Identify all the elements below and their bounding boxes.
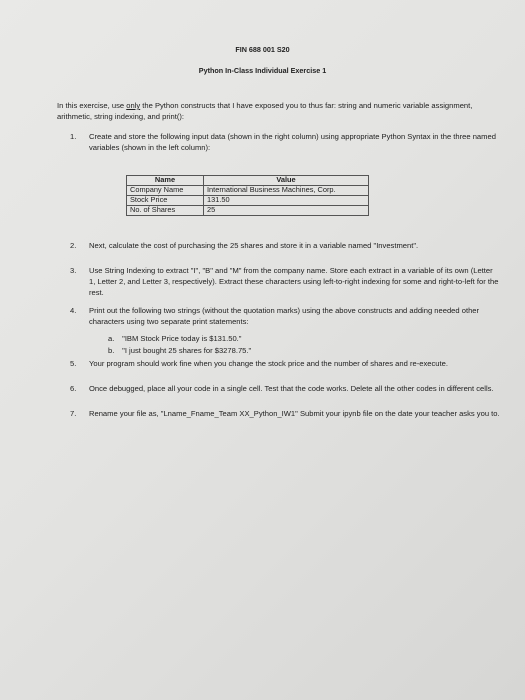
intro-before: In this exercise, use (57, 101, 127, 110)
instruction-4 (70, 305, 500, 327)
table-header-name: Name (127, 176, 204, 186)
subitem-a (108, 333, 488, 344)
instruction-5 (70, 358, 500, 369)
subitem-text: "IBM Stock Price today is $131.50." (122, 334, 242, 343)
table-cell: 131.50 (204, 195, 369, 205)
subitem-b (108, 345, 488, 356)
course-code: FIN 688 001 S20 (235, 45, 290, 54)
intro-paragraph (57, 100, 497, 122)
instruction-text: Your program should work fine when you change the stock price and the number of shares and re-execute. (89, 359, 448, 368)
table-cell: 25 (204, 205, 369, 215)
instruction-text: Use String Indexing to extract "I", "B" and "M" from the company name. Store each extract in a variable of its own (Letter 1, Letter 2, and Letter 3, respectively). Extract these characters using left-to-right indexing for some and right-to-left for the rest. (89, 266, 499, 297)
subitem-letter: a. (108, 334, 115, 343)
instruction-number: 1. (70, 132, 77, 141)
subitem-letter: b. (108, 346, 115, 355)
intro-after: the Python constructs that I have exposed you to thus far: string and numeric variable assignment, arithmetic, string indexing, and print(): (57, 101, 473, 121)
instruction-number: 4. (70, 306, 77, 315)
intro-emphasis: only (126, 101, 141, 110)
table-cell: Stock Price (127, 195, 204, 205)
instruction-1 (70, 131, 500, 153)
table-cell: Company Name (127, 185, 204, 195)
instruction-text: Create and store the following input data (shown in the right column) using appropriate Python Syntax in the three named variables (shown in the left column): (89, 132, 496, 152)
instruction-number: 2. (70, 241, 77, 250)
instruction-text: Once debugged, place all your code in a single cell. Test that the code works. Delete all the other codes in different cells. (89, 384, 494, 393)
table-cell: No. of Shares (127, 205, 204, 215)
instruction-number: 6. (70, 384, 77, 393)
input-data-table (126, 175, 369, 216)
instruction-3 (70, 265, 500, 298)
instruction-number: 3. (70, 266, 77, 275)
instruction-text: Print out the following two strings (without the quotation marks) using the above constructs and adding needed other characters using two separate print statements: (89, 306, 480, 326)
instruction-7 (70, 408, 500, 419)
exercise-title: Python In-Class Individual Exercise 1 (198, 66, 327, 75)
table-header-value: Value (204, 176, 369, 186)
instruction-number: 5. (70, 359, 77, 368)
table-header-row (127, 176, 369, 186)
table-row (127, 195, 369, 205)
table-row (127, 185, 369, 195)
instruction-2 (70, 240, 500, 251)
instruction-number: 7. (70, 409, 77, 418)
instruction-text: Rename your file as, "Lname_Fname_Team XX_Python_IW1" Submit your ipynb file on the date your teacher asks you to. (89, 409, 500, 418)
instruction-6 (70, 383, 500, 394)
table-cell: International Business Machines, Corp. (204, 185, 369, 195)
table-row (127, 205, 369, 215)
instruction-text: Next, calculate the cost of purchasing the 25 shares and store it in a variable named "Investment". (89, 241, 419, 250)
subitem-text: "I just bought 25 shares for $3278.75." (122, 346, 252, 355)
